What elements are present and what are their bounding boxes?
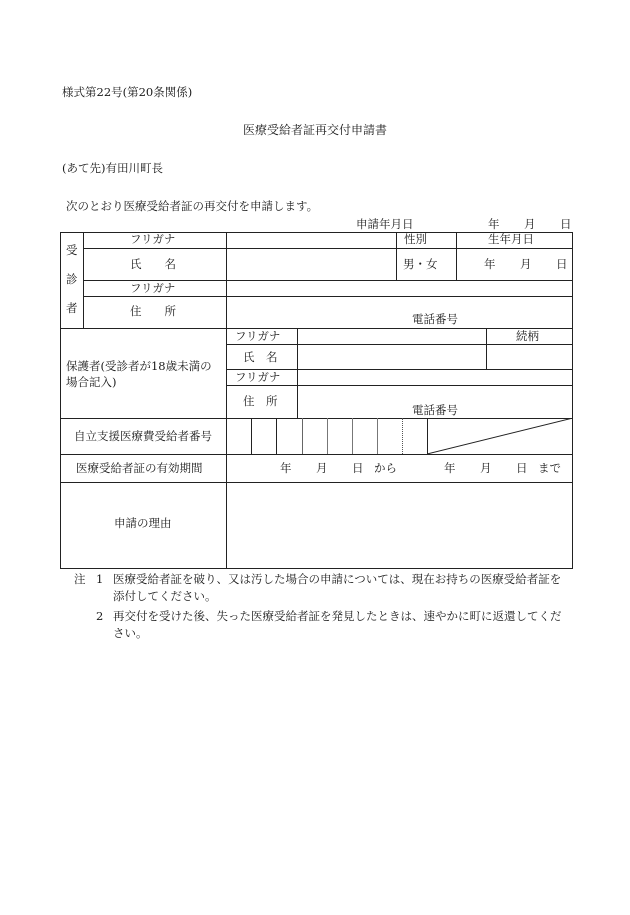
application-date-year: 年 xyxy=(488,217,500,231)
form-number: 様式第22号(第20条関係) xyxy=(62,85,193,99)
validity-from-day: 日 xyxy=(352,461,364,475)
digit-divider xyxy=(276,418,277,454)
validity-to-word: まで xyxy=(538,461,561,475)
rule xyxy=(60,328,573,329)
note-2-number: 2 xyxy=(96,609,104,623)
rule xyxy=(486,328,487,369)
rule xyxy=(226,385,573,386)
digit-divider xyxy=(352,418,353,454)
rule xyxy=(226,344,573,345)
patient-furigana-label: フリガナ xyxy=(130,232,176,246)
validity-to-year: 年 xyxy=(444,461,456,475)
reason-label: 申請の理由 xyxy=(114,516,172,530)
validity-label: 医療受給者証の有効期間 xyxy=(76,461,203,475)
note-2-line2: さい。 xyxy=(113,626,148,640)
application-date-line xyxy=(0,216,630,232)
notes-prefix: 注 xyxy=(74,572,86,586)
patient-section-char-1: 受 xyxy=(66,243,78,257)
application-date-day: 日 xyxy=(560,217,572,231)
rule xyxy=(83,248,573,249)
patient-phone-label: 電話番号 xyxy=(412,312,458,326)
note-1-line2: 添付してください。 xyxy=(113,589,217,603)
rule xyxy=(456,232,457,280)
rule xyxy=(83,296,573,297)
validity-to-day: 日 xyxy=(516,461,528,475)
application-date-month: 月 xyxy=(524,217,536,231)
form-title: 医療受給者証再交付申請書 xyxy=(242,123,387,137)
addressee: (あて先)有田川町長 xyxy=(62,161,163,175)
diagonal-slash xyxy=(427,418,573,454)
patient-section-char-2: 診 xyxy=(66,272,78,286)
note-2-line1: 再交付を受けた後、失った医療受給者証を発見したときは、速やかに町に返還してくだ xyxy=(113,609,562,623)
rule xyxy=(297,328,298,418)
guardian-name-label: 氏 名 xyxy=(243,350,278,364)
guardian-furigana2-label: フリガナ xyxy=(235,370,281,384)
note-1-line1: 医療受給者証を破り、又は汚した場合の申請については、現在お持ちの医療受給者証を xyxy=(113,572,562,586)
rule xyxy=(60,454,573,455)
patient-section-char-3: 者 xyxy=(66,301,78,315)
gender-label: 性別 xyxy=(404,232,427,246)
rule xyxy=(226,328,227,418)
application-form-table xyxy=(60,232,573,569)
rule xyxy=(60,482,573,483)
digit-divider xyxy=(251,418,252,454)
recipient-number-label: 自立支援医療費受給者番号 xyxy=(74,429,212,443)
rule xyxy=(396,232,397,280)
birth-month: 月 xyxy=(520,257,532,271)
validity-from-year: 年 xyxy=(280,461,292,475)
digit-divider xyxy=(377,418,378,454)
validity-to-month: 月 xyxy=(480,461,492,475)
gender-value: 男・女 xyxy=(403,257,438,271)
patient-name-label: 氏 名 xyxy=(130,257,176,271)
digit-divider xyxy=(302,418,303,454)
guardian-label-line2: 場合記入) xyxy=(66,375,117,389)
rule xyxy=(226,418,227,454)
digit-divider-dotted xyxy=(402,418,403,454)
patient-furigana2-label: フリガナ xyxy=(130,281,176,295)
application-date-label: 申請年月日 xyxy=(356,217,414,231)
birth-year: 年 xyxy=(484,257,496,271)
guardian-phone-label: 電話番号 xyxy=(412,403,458,417)
validity-from-word: から xyxy=(374,461,397,475)
rule xyxy=(226,482,227,569)
rule xyxy=(226,454,227,482)
validity-from-month: 月 xyxy=(316,461,328,475)
intro-text: 次のとおり医療受給者証の再交付を申請します。 xyxy=(66,199,319,213)
guardian-label-line1: 保護者(受診者が18歳未満の xyxy=(66,359,212,373)
birthdate-label: 生年月日 xyxy=(488,232,534,246)
digit-divider xyxy=(327,418,328,454)
guardian-address-label: 住 所 xyxy=(243,394,278,408)
guardian-furigana-label: フリガナ xyxy=(235,329,281,343)
patient-address-label: 住 所 xyxy=(130,304,176,318)
guardian-relation-label: 続柄 xyxy=(516,329,539,343)
note-1-number: 1 xyxy=(96,572,104,586)
birth-day: 日 xyxy=(556,257,568,271)
